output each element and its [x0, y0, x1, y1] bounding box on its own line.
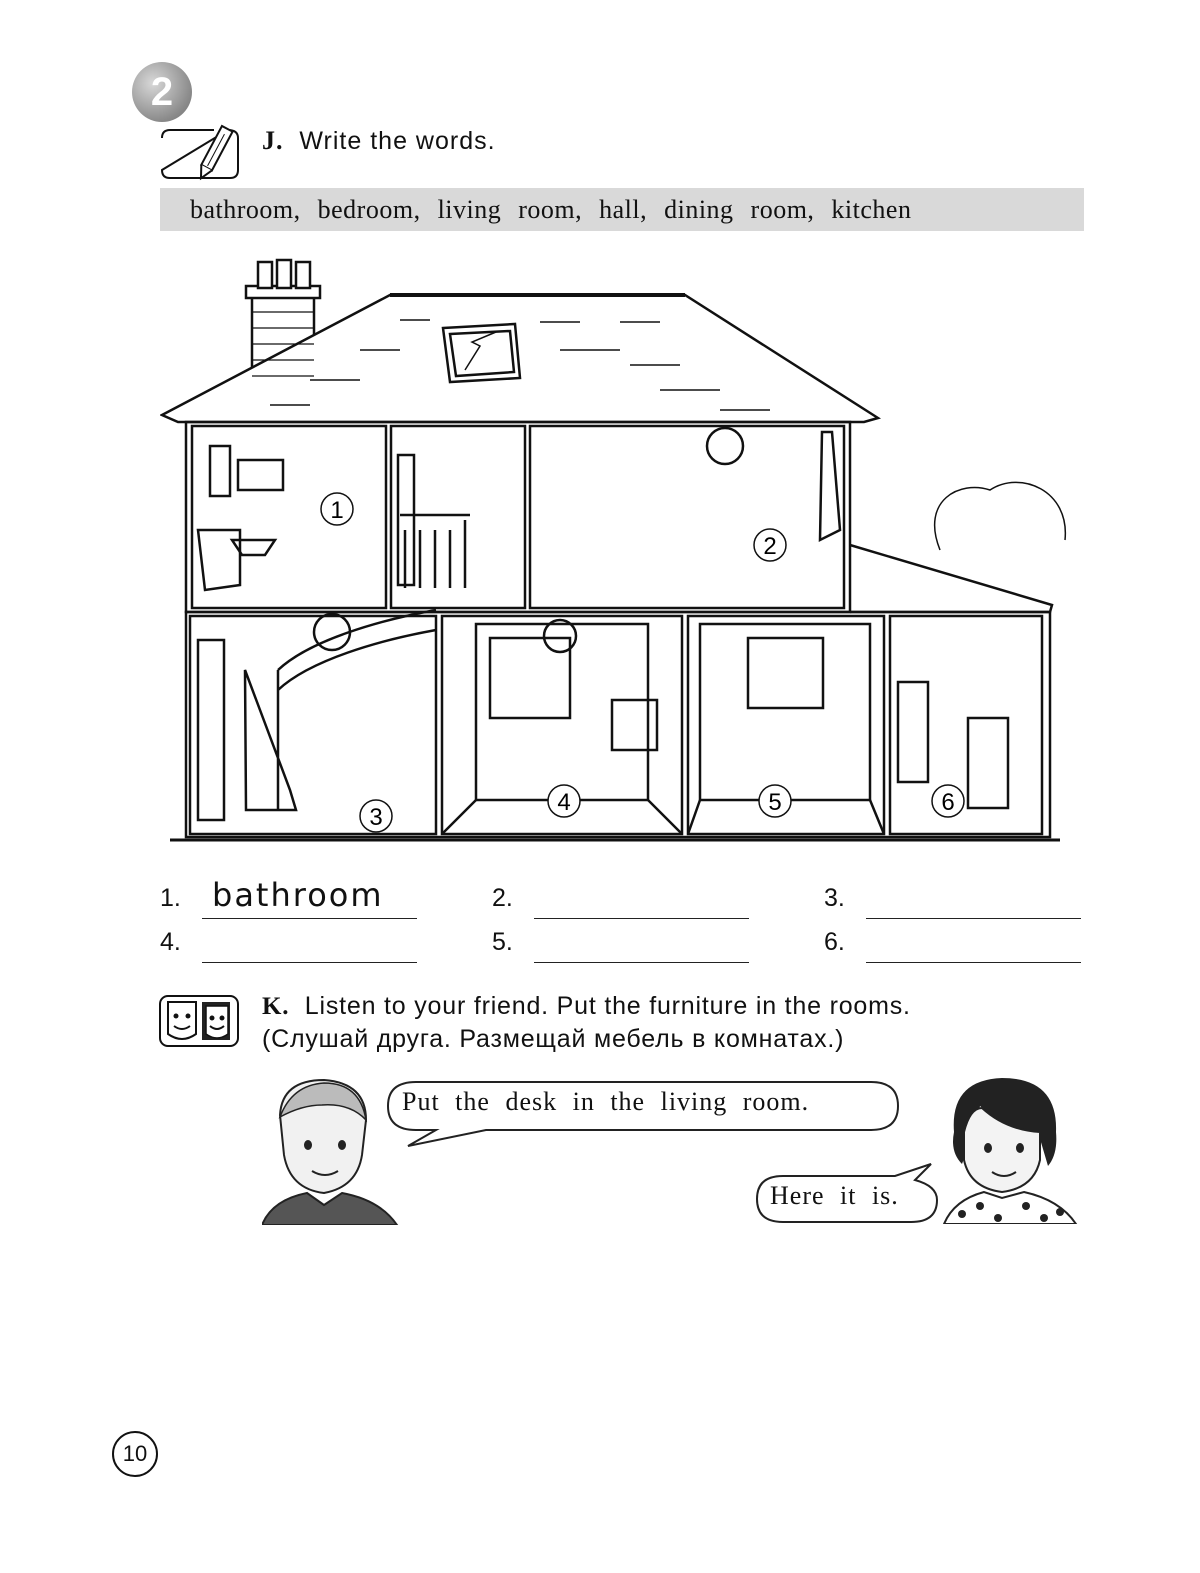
answer-4-line[interactable] [202, 962, 417, 963]
answer-3-line[interactable] [866, 918, 1081, 919]
page-number: 10 [112, 1431, 158, 1477]
room-marker-6: 6 [941, 789, 955, 816]
answer-5 [492, 928, 752, 968]
task-k-letter: K. [262, 993, 290, 1020]
answer-3-number: 3. [824, 884, 845, 912]
task-j-instruction: Write the words. [299, 127, 496, 155]
unit-badge: 2 [132, 62, 192, 122]
girl-illustration [940, 1072, 1080, 1224]
boy-illustration [262, 1075, 402, 1225]
answer-5-number: 5. [492, 928, 513, 956]
task-k [262, 990, 1084, 1055]
answer-1 [160, 876, 420, 924]
room-marker-2: 2 [763, 533, 777, 560]
answer-2 [492, 884, 752, 924]
answer-2-number: 2. [492, 884, 513, 912]
task-k-instruction: Listen to your friend. Put the furniture in the rooms. [304, 992, 911, 1020]
pair-work-faces-icon [158, 994, 242, 1050]
house-illustration [160, 250, 1090, 850]
pencil-writing-icon [158, 124, 242, 182]
answer-5-line[interactable] [534, 962, 749, 963]
answer-3 [824, 884, 1084, 924]
boy-speech-text: Put the desk in the living room. [402, 1087, 810, 1116]
task-j-letter: J. [262, 126, 284, 155]
task-k-line-1 [262, 990, 1084, 1023]
answer-1-handwritten: bathroom [212, 876, 384, 914]
answer-1-line[interactable] [202, 918, 417, 919]
answer-4-number: 4. [160, 928, 181, 956]
room-marker-3: 3 [369, 804, 383, 831]
word-bank: bathroom, bedroom, living room, hall, dining room, kitchen [160, 188, 1084, 231]
room-marker-4: 4 [557, 789, 571, 816]
room-markers [321, 493, 964, 832]
answer-2-line[interactable] [534, 918, 749, 919]
answer-6 [824, 928, 1084, 968]
task-j-title [262, 126, 496, 156]
answer-6-line[interactable] [866, 962, 1081, 963]
room-marker-1: 1 [330, 497, 344, 524]
answer-4 [160, 928, 420, 968]
girl-speech-text: Here it is. [770, 1181, 899, 1210]
room-marker-5: 5 [768, 789, 782, 816]
answer-6-number: 6. [824, 928, 845, 956]
answer-1-number: 1. [160, 884, 181, 912]
task-k-translation: (Слушай друга. Размещай мебель в комнатах.) [262, 1025, 845, 1053]
